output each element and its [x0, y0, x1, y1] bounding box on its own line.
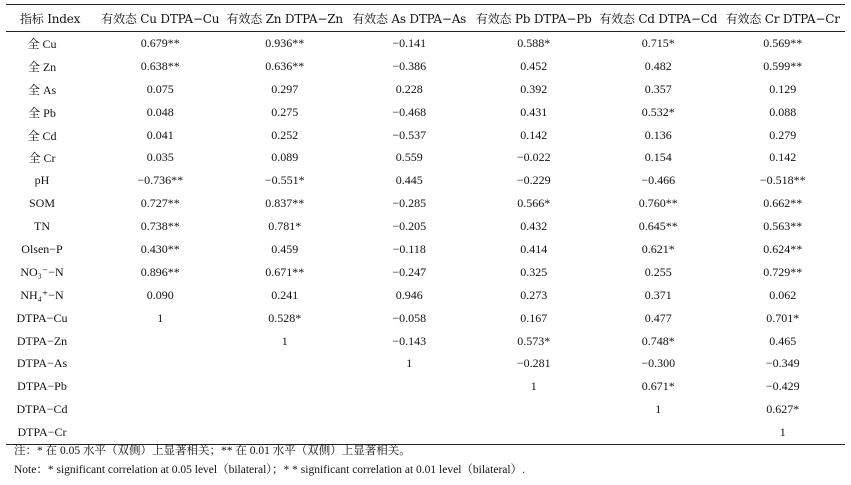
table-cell: −0.118: [392, 241, 426, 256]
row-label: pH: [34, 173, 50, 188]
table-cell: 1: [530, 379, 537, 394]
table-cell: 0.896**: [140, 264, 180, 279]
table-cell: 0.273: [520, 287, 548, 302]
table-cell: 0.559: [395, 150, 423, 165]
table-cell: 0.035: [146, 150, 174, 165]
table-cell: 0.154: [644, 150, 672, 165]
table-cell: −0.285: [392, 196, 427, 211]
table-cell: 0.255: [644, 264, 672, 279]
table-cell: 0.837**: [265, 196, 305, 211]
table-cell: 0.662**: [763, 196, 803, 211]
table-cell: 0.371: [644, 287, 672, 302]
table-row: [6, 238, 845, 261]
row-label: SOM: [28, 196, 55, 211]
table-cell: 0.414: [520, 241, 548, 256]
row-label: DTPA−Cd: [16, 402, 68, 417]
table-cell: 1: [281, 333, 288, 348]
note-english: Note：* significant correlation at 0.05 level（bilateral）；* * significant correlation at 0.01 level（bilateral）.: [14, 464, 525, 476]
row-label: NO₃⁻−N: [20, 264, 64, 279]
table-cell: −0.518**: [759, 173, 806, 188]
table-cell: −0.247: [392, 264, 427, 279]
table-cell: 0.041: [146, 127, 174, 142]
table-row: [6, 307, 845, 330]
table-cell: −0.551*: [264, 173, 305, 188]
table-cell: [98, 398, 223, 421]
table-cell: −0.205: [392, 219, 427, 234]
table-cell: 0.167: [520, 310, 548, 325]
table-row: [6, 78, 845, 101]
header-cd: 有效态 Cd DTPA−Cd: [596, 5, 721, 32]
table-cell: 0.729**: [763, 264, 803, 279]
table-row: [6, 375, 845, 398]
table-cell: 0.279: [769, 127, 797, 142]
row-label: DTPA−Pb: [17, 379, 67, 394]
table-cell: 0.588*: [517, 35, 551, 50]
header-index: 指标 Index: [6, 5, 98, 32]
table-row: [6, 215, 845, 238]
table-body: [6, 32, 845, 445]
table-cell: [98, 330, 223, 353]
table-cell: [223, 398, 348, 421]
table-cell: 0.357: [644, 81, 672, 96]
table-cell: 0.275: [271, 104, 299, 119]
table-cell: 0.563**: [763, 219, 803, 234]
table-row: [6, 192, 845, 215]
table-row: [6, 32, 845, 55]
table-cell: 0.621*: [641, 241, 675, 256]
header-as: 有效态 As DTPA−As: [347, 5, 472, 32]
table-cell: −0.058: [392, 310, 427, 325]
table-cell: 0.645**: [638, 219, 678, 234]
table-cell: 0.727**: [140, 196, 180, 211]
table-cell: 0.432: [520, 219, 548, 234]
table-cell: −0.022: [516, 150, 551, 165]
table-cell: [98, 352, 223, 375]
table-cell: [347, 398, 472, 421]
table-cell: −0.468: [392, 104, 427, 119]
header-pb: 有效态 Pb DTPA−Pb: [472, 5, 597, 32]
table-cell: −0.281: [516, 356, 551, 371]
table-cell: 0.465: [769, 333, 797, 348]
table-row: [6, 101, 845, 124]
table-cell: [223, 375, 348, 398]
header-cu: 有效态 Cu DTPA−Cu: [98, 5, 223, 32]
table-cell: 0.445: [395, 173, 423, 188]
table-cell: 0.142: [769, 150, 797, 165]
table-cell: 0.142: [520, 127, 548, 142]
table-cell: 0.636**: [265, 58, 305, 73]
table-cell: 0.325: [520, 264, 548, 279]
table-cell: 0.088: [769, 104, 797, 119]
table-cell: 0.566*: [517, 196, 551, 211]
table-cell: 1: [721, 421, 846, 444]
table-cell: 0.241: [271, 287, 299, 302]
table-row: [6, 261, 845, 284]
row-label: DTPA−Cr: [6, 421, 98, 444]
table-row: [6, 55, 845, 78]
row-label: DTPA−As: [16, 356, 68, 371]
correlation-table: [6, 4, 845, 445]
table-row: [6, 398, 845, 421]
table-row: [6, 284, 845, 307]
row-label: 全 Cr: [28, 151, 56, 166]
row-label: 全 Zn: [27, 59, 57, 74]
table-cell: 0.569**: [763, 35, 803, 50]
table-row: [6, 146, 845, 169]
table-cell: −0.537: [392, 127, 427, 142]
table-cell: 0.528*: [268, 310, 302, 325]
table-row: [6, 352, 845, 375]
header-zn: 有效态 Zn DTPA−Zn: [223, 5, 348, 32]
table-cell: 0.638**: [140, 58, 180, 73]
table-cell: −0.141: [392, 35, 427, 50]
table-row: [6, 124, 845, 147]
table-cell: [223, 352, 348, 375]
correlation-table-container: [6, 4, 845, 445]
row-label: DTPA−Zn: [16, 333, 68, 348]
row-label: 全 Cd: [27, 128, 57, 143]
table-cell: 0.599**: [763, 58, 803, 73]
table-cell: 1: [406, 356, 413, 371]
table-row: [6, 330, 845, 353]
table-cell: 0.228: [395, 81, 423, 96]
table-cell: 0.048: [146, 104, 174, 119]
table-cell: −0.143: [392, 333, 427, 348]
table-cell: 0.936**: [265, 35, 305, 50]
table-cell: 0.089: [271, 150, 299, 165]
row-label: DTPA−Cu: [16, 310, 68, 325]
table-cell: [472, 398, 597, 421]
table-cell: −0.429: [765, 379, 800, 394]
row-label: Olsen−P: [21, 241, 63, 256]
table-cell: 0.748*: [641, 333, 675, 348]
table-cell: 0.430**: [140, 241, 180, 256]
table-cell: −0.386: [392, 58, 427, 73]
table-cell: [98, 375, 223, 398]
table-cell: −0.466: [641, 173, 676, 188]
table-cell: 0.129: [769, 81, 797, 96]
table-cell: 0.781*: [268, 219, 302, 234]
table-notes: [14, 442, 525, 480]
table-cell: −0.300: [641, 356, 676, 371]
table-cell: 0.431: [520, 104, 548, 119]
row-label: 全 Cu: [27, 36, 57, 51]
row-label: TN: [34, 219, 50, 234]
table-cell: 0.760**: [638, 196, 678, 211]
table-cell: 0.459: [271, 241, 299, 256]
table-cell: 0.715*: [641, 35, 675, 50]
table-cell: 0.392: [520, 81, 548, 96]
table-cell: 0.627*: [766, 402, 800, 417]
note-chinese: 注：* 在 0.05 水平（双侧）上显著相关；** 在 0.01 水平（双侧）上显著相关。: [14, 445, 411, 457]
header-cr: 有效态 Cr DTPA−Cr: [721, 5, 846, 32]
table-cell: 0.482: [644, 58, 672, 73]
table-row: [6, 169, 845, 192]
row-label: NH₄⁺−N: [20, 287, 64, 302]
table-cell: [596, 421, 721, 444]
table-cell: 0.090: [146, 287, 174, 302]
table-cell: [347, 375, 472, 398]
table-cell: 0.532*: [641, 104, 675, 119]
table-cell: 0.573*: [517, 333, 551, 348]
table-cell: 1: [655, 402, 662, 417]
table-cell: 0.701*: [766, 310, 800, 325]
table-cell: 0.624**: [763, 241, 803, 256]
table-cell: 0.075: [146, 81, 174, 96]
table-cell: 0.452: [520, 58, 548, 73]
row-label: 全 Pb: [28, 105, 56, 120]
table-cell: 0.946: [395, 287, 423, 302]
table-cell: 0.062: [769, 287, 797, 302]
table-cell: 0.738**: [140, 219, 180, 234]
table-cell: −0.349: [765, 356, 800, 371]
table-cell: 0.679**: [140, 35, 180, 50]
table-cell: 0.136: [644, 127, 672, 142]
table-cell: 0.671*: [641, 379, 675, 394]
table-cell: 0.297: [271, 81, 299, 96]
table-cell: 0.477: [644, 310, 672, 325]
table-cell: −0.229: [516, 173, 551, 188]
table-cell: 1: [157, 310, 164, 325]
table-cell: 0.252: [271, 127, 299, 142]
table-header-row: [6, 5, 845, 32]
row-label: 全 As: [27, 82, 57, 97]
table-cell: 0.671**: [265, 264, 305, 279]
table-cell: −0.736**: [137, 173, 184, 188]
